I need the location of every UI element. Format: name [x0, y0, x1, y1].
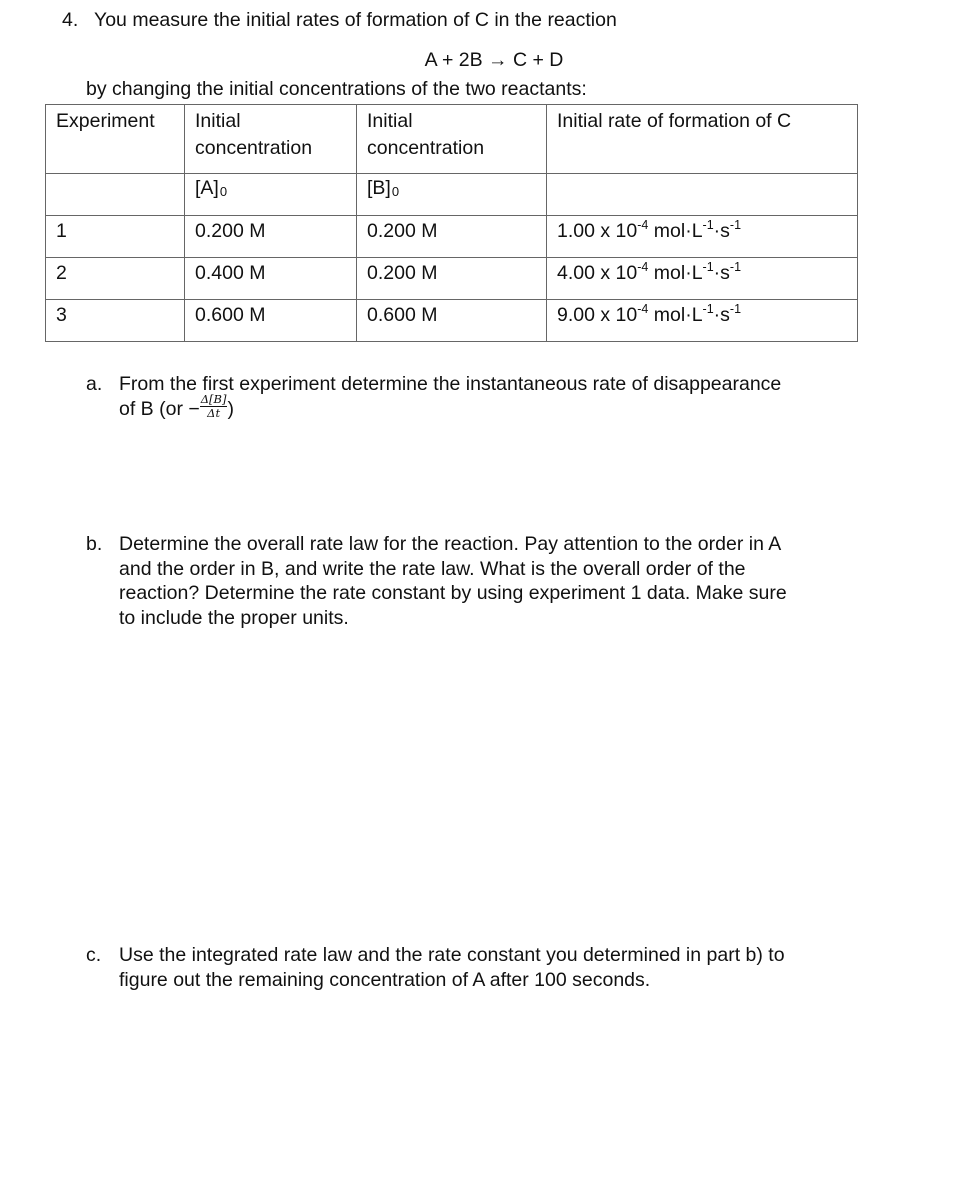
question-header: [62, 9, 617, 32]
frac-numerator: Δ[B]: [200, 391, 227, 406]
table-symbol-row: [46, 174, 858, 216]
part-a-line1: From the first experiment determine the instantaneous rate of disappearance: [119, 373, 782, 395]
part-b: [86, 532, 787, 630]
row-rate: [547, 258, 858, 300]
row-conc-a: 0.400 M: [185, 258, 357, 300]
rate-unit-s: ·s: [713, 304, 730, 326]
header-conc-b: [357, 105, 547, 174]
header-rate: Initial rate of formation of C: [547, 105, 858, 174]
table-row: [46, 300, 858, 342]
row-conc-b: 0.200 M: [357, 258, 547, 300]
delta-b-over-delta-t: [200, 393, 228, 420]
header-conc-a-line1: Initial: [195, 110, 241, 132]
part-b-label: b.: [86, 533, 103, 555]
part-a-line2: [86, 391, 781, 422]
part-b-line: Determine the overall rate law for the reaction. Pay attention to the order in A: [119, 533, 782, 555]
part-c-label: c.: [86, 944, 102, 966]
row-conc-a: 0.200 M: [185, 216, 357, 258]
rate-unit-mol: mol·L: [648, 262, 703, 284]
rate-unit-s: ·s: [713, 262, 730, 284]
row-conc-b: 0.200 M: [357, 216, 547, 258]
table-header-row: [46, 105, 858, 174]
symbol-b: [B]: [367, 177, 391, 199]
table-row: [46, 258, 858, 300]
header-conc-b-line1: Initial: [367, 110, 413, 132]
rate-unit-s: ·s: [713, 220, 730, 242]
header-conc-a: [185, 105, 357, 174]
rate-unit-exp2: -1: [729, 218, 742, 232]
question-text: You measure the initial rates of formation of C in the reaction: [94, 9, 617, 31]
row-rate: [547, 300, 858, 342]
symbol-b-cell: [357, 174, 547, 216]
part-c-line: Use the integrated rate law and the rate constant you determined in part b) to: [119, 944, 785, 966]
rate-unit-exp1: -1: [702, 218, 714, 232]
table-row: [46, 216, 858, 258]
rate-unit-mol: mol·L: [648, 304, 703, 326]
part-b-line: and the order in B, and write the rate law. What is the overall order of the: [119, 557, 746, 580]
rate-mantissa: 9.00 x 10: [557, 304, 638, 326]
symbol-cell-empty: [46, 174, 185, 216]
part-a: [86, 372, 781, 421]
part-a-suffix: ): [227, 397, 234, 420]
row-conc-a: 0.600 M: [185, 300, 357, 342]
header-conc-a-line2: concentration: [195, 137, 313, 159]
symbol-a-subscript: 0: [219, 184, 228, 199]
reaction-equation: A + 2B → C + D: [424, 49, 564, 71]
part-a-prefix: of B (or −: [119, 397, 200, 420]
rate-unit-exp2: -1: [729, 260, 742, 274]
row-rate: [547, 216, 858, 258]
symbol-b-subscript: 0: [391, 184, 400, 199]
rate-exponent: -4: [637, 260, 649, 274]
row-experiment: 3: [46, 300, 185, 342]
symbol-a: [A]: [195, 177, 219, 199]
rate-unit-exp1: -1: [702, 260, 714, 274]
rate-exponent: -4: [637, 218, 649, 232]
part-a-label: a.: [86, 373, 103, 395]
part-b-line: reaction? Determine the rate constant by using experiment 1 data. Make sure: [119, 582, 787, 604]
rate-exponent: -4: [637, 302, 649, 316]
rate-data-table: [45, 104, 858, 342]
rate-unit-exp1: -1: [702, 302, 714, 316]
question-number: 4.: [62, 9, 79, 31]
row-conc-b: 0.600 M: [357, 300, 547, 342]
part-b-line: to include the proper units.: [119, 606, 349, 629]
header-experiment: Experiment: [46, 105, 185, 174]
part-c: [86, 943, 785, 992]
row-experiment: 2: [46, 258, 185, 300]
row-experiment: 1: [46, 216, 185, 258]
rate-unit-mol: mol·L: [648, 220, 703, 242]
symbol-cell-rate-empty: [547, 174, 858, 216]
header-conc-b-line2: concentration: [367, 137, 485, 159]
symbol-a-cell: [185, 174, 357, 216]
rate-mantissa: 4.00 x 10: [557, 262, 638, 284]
part-c-line: figure out the remaining concentration of A after 100 seconds.: [119, 968, 651, 991]
rate-mantissa: 1.00 x 10: [557, 220, 638, 242]
table-intro: by changing the initial concentrations of the two reactants:: [86, 78, 587, 100]
rate-unit-exp2: -1: [729, 302, 742, 316]
frac-denominator: Δt: [207, 405, 221, 420]
